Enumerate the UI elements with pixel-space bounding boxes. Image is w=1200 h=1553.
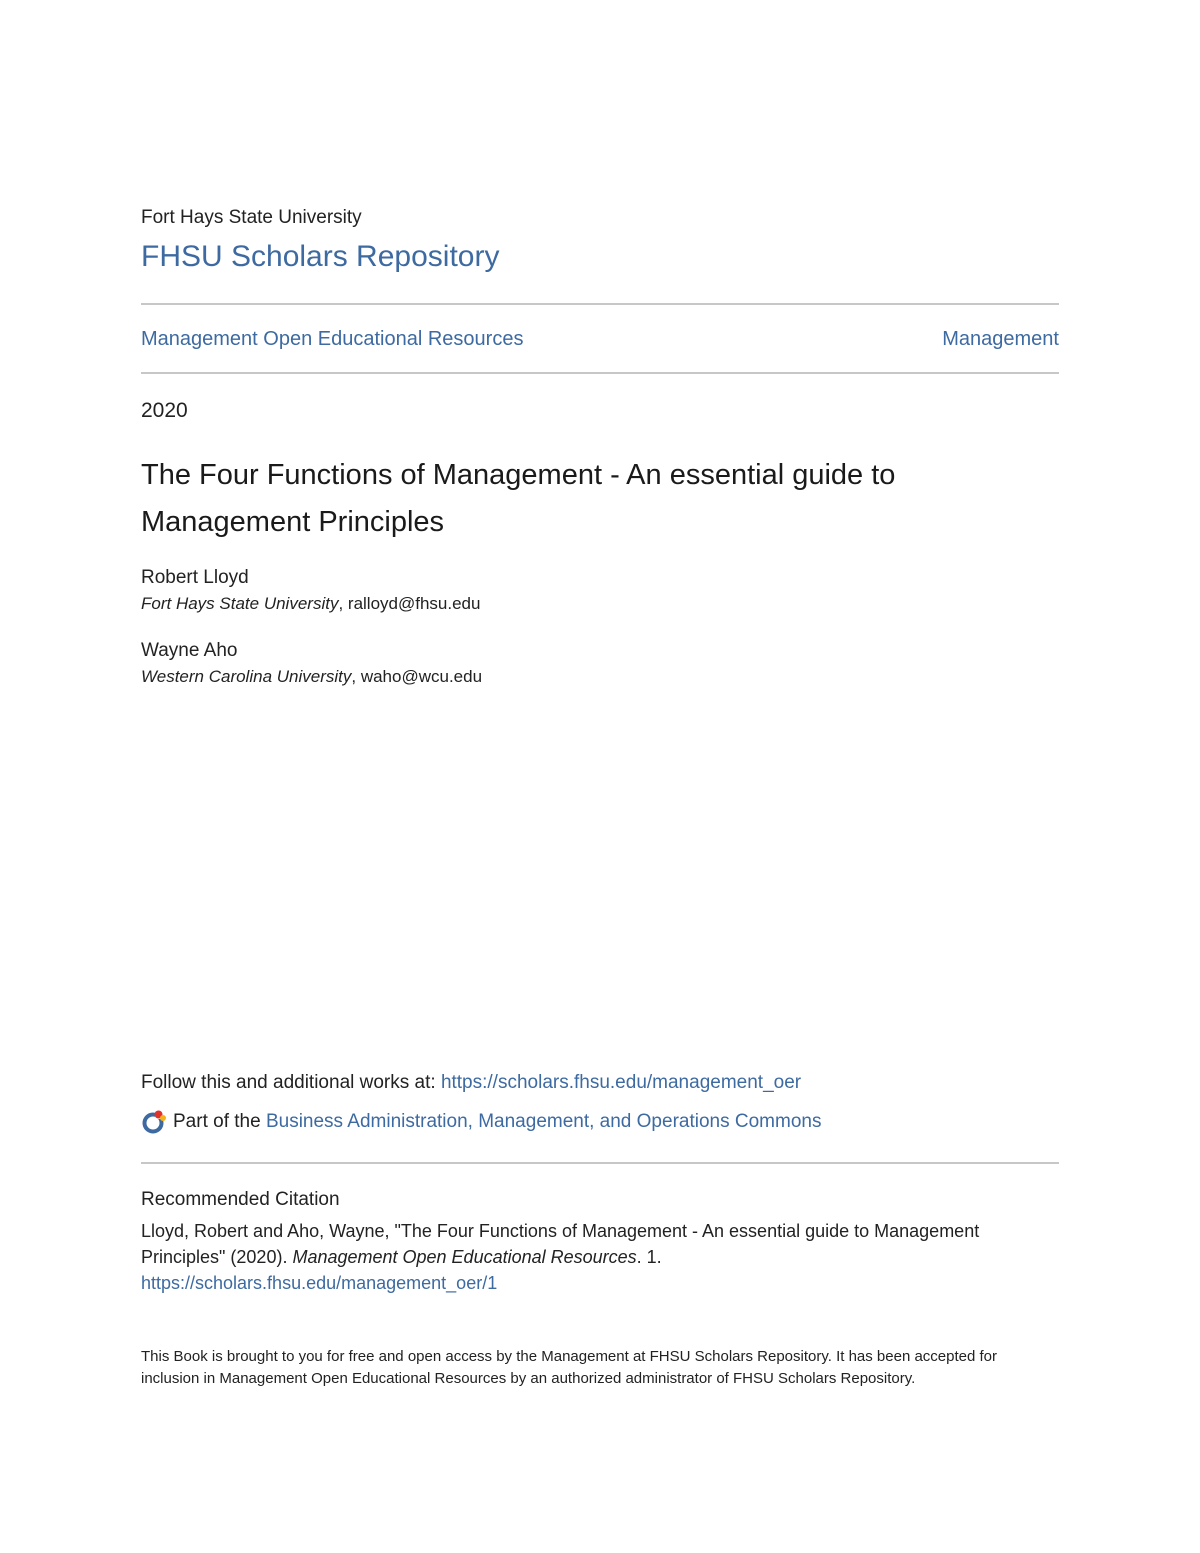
commons-link[interactable]: Business Administration, Management, and Operations Commons — [265, 1110, 822, 1132]
author-name: Wayne Aho — [141, 640, 238, 661]
collection-url-link[interactable]: https://scholars.fhsu.edu/management_oer — [440, 1072, 802, 1093]
citation-url-link[interactable]: https://scholars.fhsu.edu/management_oer/1 — [141, 1273, 498, 1293]
author-name: Robert Lloyd — [141, 567, 249, 588]
citation-body: Lloyd, Robert and Aho, Wayne, "The Four Functions of Management - An essential guide to Management Principles" (2020). — [141, 1221, 980, 1267]
author-institution: Fort Hays State University — [141, 594, 339, 613]
author-email: ralloyd@fhsu.edu — [347, 594, 481, 613]
department-link[interactable]: Management — [942, 328, 1059, 350]
citation-number: . 1. — [636, 1247, 662, 1267]
university-name: Fort Hays State University — [141, 207, 362, 228]
series-link[interactable]: Management Open Educational Resources — [141, 328, 524, 350]
follow-line — [141, 1072, 801, 1094]
divider — [141, 303, 1059, 305]
citation-journal: Management Open Educational Resources — [292, 1247, 637, 1267]
citation-heading: Recommended Citation — [141, 1189, 340, 1210]
separator: , — [351, 667, 361, 686]
separator: , — [338, 594, 348, 613]
author-affiliation — [141, 594, 480, 614]
follow-label: Follow this and additional works at: — [141, 1072, 436, 1093]
author-affiliation — [141, 667, 482, 687]
part-of-label: Part of the — [173, 1110, 261, 1132]
document-title: The Four Functions of Management - An essential guide to Management Principles — [141, 459, 896, 538]
divider — [141, 372, 1059, 374]
author-institution: Western Carolina University — [141, 667, 352, 686]
publication-year: 2020 — [141, 399, 188, 422]
network-commons-icon — [141, 1108, 168, 1135]
footer-notice: This Book is brought to you for free and open access by the Management at FHSU Scholars Repository. It has been accepted for inclusion in Management Open Educational Resources by an authorized administrator of FHSU Scholars Repository. — [141, 1348, 998, 1387]
divider — [141, 1162, 1059, 1164]
citation-text — [141, 1218, 1059, 1296]
part-of-line — [141, 1108, 821, 1135]
repository-link[interactable]: FHSU Scholars Repository — [141, 240, 500, 273]
author-email: waho@wcu.edu — [360, 667, 483, 686]
